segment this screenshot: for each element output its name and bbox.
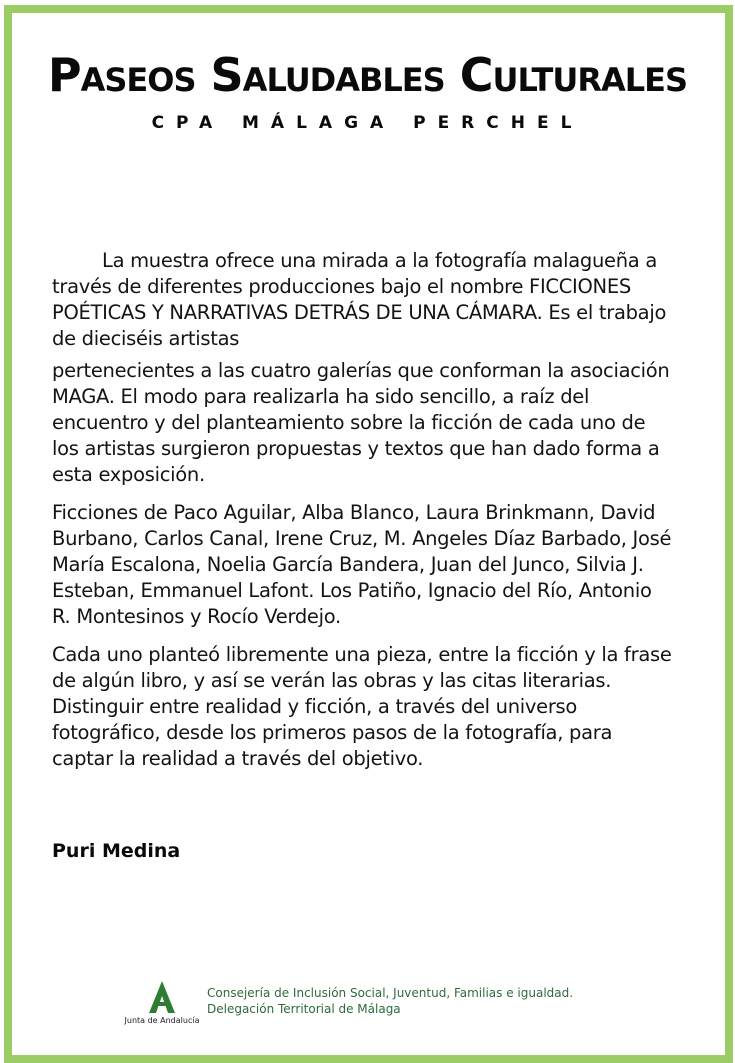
junta-andalucia-logo-icon: [147, 980, 177, 1014]
footer-text: [207, 985, 573, 1017]
paragraph-2: pertenecientes a las cuatro galerías que conforman la asociación MAGA. El modo para realizarla ha sido sencillo, a raíz del encuentro y del planteamiento sobre la ficción de cada uno de los artistas surgieron propuestas y textos que han dado forma a esta exposición.: [52, 359, 670, 486]
paragraph-4: Cada uno planteó libremente una pieza, entre la ficción y la frase de algún libro, y así se verán las obras y las citas literarias. Distinguir entre realidad y ficción, a través del universo fotográfico, desde los primeros pasos de la fotografía, para captar la realidad a través del objetivo.: [52, 643, 672, 770]
footer-logo: [122, 980, 202, 1025]
logo-label: Junta de Andalucía: [124, 1016, 200, 1025]
footer-line-1: Consejería de Inclusión Social, Juventud, Familias e igualdad.: [207, 986, 574, 1000]
paragraph-3: Ficciones de Paco Aguilar, Alba Blanco, Laura Brinkmann, David Burbano, Carlos Canal, Irene Cruz, M. Angeles Díaz Barbado, José María Escalona, Noelia García Bandera, Juan del Junco, Silvia J. Esteban, Emmanuel Lafont. Los Patiño, Ignacio del Río, Antonio R. Montesinos y Rocío Verdejo.: [52, 501, 672, 628]
page-subtitle: CPA MÁLAGA PERCHEL: [151, 113, 584, 133]
document-body: [52, 248, 672, 784]
footer-line-2: Delegación Territorial de Málaga: [207, 1002, 401, 1016]
paragraph-1: La muestra ofrece una mirada a la fotografía malagueña a través de diferentes producciones bajo el nombre FICCIONES POÉTICAS Y NARRATIVAS DETRÁS DE UNA CÁMARA. Es el trabajo de dieciséis artistas: [52, 249, 667, 350]
page-title: Paseos Saludables Culturales: [47, 48, 688, 102]
author-name: Puri Medina: [52, 840, 181, 862]
